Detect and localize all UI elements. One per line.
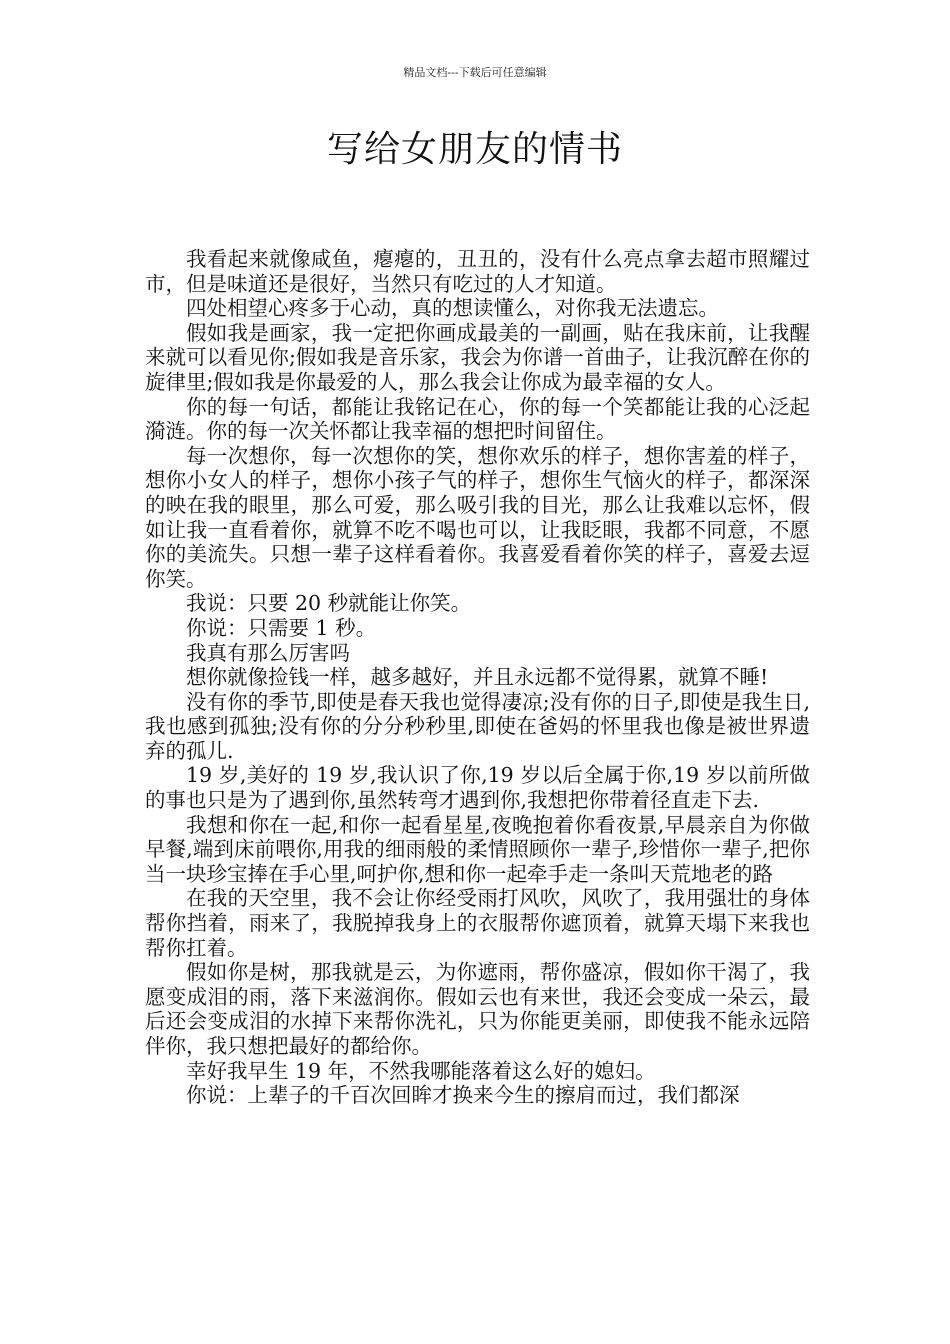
paragraph: 我看起来就像咸鱼，瘪瘪的，丑丑的，没有什么亮点拿去超市照耀过市，但是味道还是很好，当然只有吃过的人才知道。 [145,247,810,296]
paragraph: 假如你是树，那我就是云，为你遮雨，帮你盛凉，假如你干渴了，我愿变成泪的雨，落下来滋润你。假如云也有来世，我还会变成一朵云，最后还会变成泪的水掉下来帮你洗礼，只为你能更美丽，即使我不能永远陪伴你，我只想把最好的都给你。 [145,960,810,1058]
paragraph: 我想和你在一起,和你一起看星星,夜晚抱着你看夜景,早晨亲自为你做早餐,端到床前喂你,用我的细雨般的柔情照顾你一辈子,珍惜你一辈子,把你当一块珍宝捧在手心里,呵护你,想和你一起牵手走一条叫天荒地老的路 [145,812,810,886]
letter-body [145,247,810,1108]
paragraph: 没有你的季节,即使是春天我也觉得凄凉;没有你的日子,即使是我生日,我也感到孤独;没有你的分分秒秒里,即使在爸妈的怀里我也像是被世界遗弃的孤儿. [145,689,810,763]
paragraph: 你说：只需要 1 秒。 [186,615,377,640]
paragraph: 想你就像捡钱一样，越多越好，并且永远都不觉得累，就算不睡! [186,665,769,690]
paragraph: 在我的天空里，我不会让你经受雨打风吹，风吹了，我用强壮的身体帮你挡着，雨来了，我脱掉我身上的衣服帮你遮顶着，就算天塌下来我也帮你扛着。 [145,886,810,960]
paragraph: 我真有那么厉害吗 [186,640,350,665]
paragraph: 你说：上辈子的千百次回眸才换来今生的擦肩而过，我们都深 [186,1083,740,1108]
paragraph: 幸好我早生 19 年，不然我哪能落着这么好的媳妇。 [186,1058,656,1083]
header-note: 精品文档---下载后可任意编辑 [403,66,547,79]
paragraph: 四处相望心疼多于心动，真的想读懂么，对你我无法遗忘。 [186,296,719,321]
paragraph: 我说：只要 20 秒就能让你笑。 [186,591,472,616]
paragraph: 19 岁,美好的 19 岁,我认识了你,19 岁以后全属于你,19 岁以前所做的事也只是为了遇到你,虽然转弯才遇到你,我想把你带着径直走下去. [145,763,810,813]
paragraph: 每一次想你，每一次想你的笑，想你欢乐的样子，想你害羞的样子，想你小女人的样子，想你小孩子气的样子，想你生气恼火的样子，都深深的映在我的眼里，那么可爱，那么吸引我的目光，那么让我难以忘怀，假如让我一直看着你，就算不吃不喝也可以，让我眨眼，我都不同意，不愿你的美流失。只想一辈子这样看着你。我喜爱看着你笑的样子，喜爱去逗你笑。 [145,443,810,591]
paragraph: 你的每一句话，都能让我铭记在心，你的每一个笑都能让我的心泛起漪涟。你的每一次关怀都让我幸福的想把时间留住。 [145,394,810,444]
paragraph: 假如我是画家，我一定把你画成最美的一副画，贴在我床前，让我醒来就可以看见你;假如我是音乐家，我会为你谱一首曲子，让我沉醉在你的旋律里;假如我是你最爱的人，那么我会让你成为最幸福的女人。 [145,320,810,394]
page-title: 写给女朋友的情书 [326,129,623,170]
